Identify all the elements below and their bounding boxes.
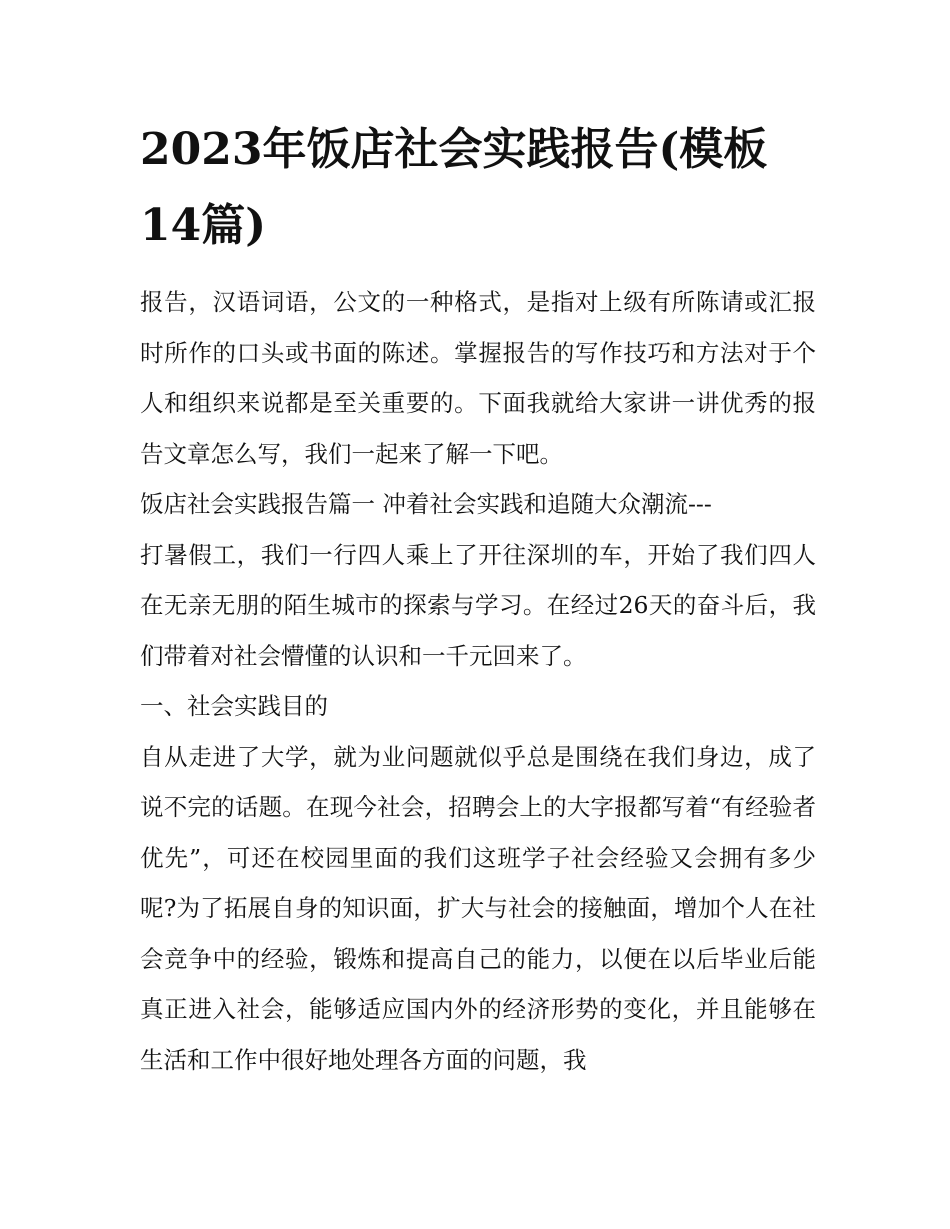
summer-job-paragraph: 打暑假工，我们一行四人乘上了开往深圳的车，开始了我们四人在无亲无朋的陌生城市的探索与学习。在经过26天的奋斗后，我们带着对社会懵懂的认识和一千元回来了。 — [140, 540, 816, 670]
document-title: 2023年饭店社会实践报告(模板14篇) — [140, 124, 768, 251]
section-heading-article-one: 饭店社会实践报告篇一 冲着社会实践和追随大众潮流--- — [140, 490, 712, 518]
intro-paragraph: 报告，汉语词语，公文的一种格式，是指对上级有所陈请或汇报时所作的口头或书面的陈述。掌握报告的写作技巧和方法对于个人和组织来说都是至关重要的。下面我就给大家讲一讲优秀的报告文章怎么写，我们一起来了解一下吧。 — [140, 288, 816, 468]
document-body — [140, 277, 816, 1085]
section-heading-purpose: 一、社会实践目的 — [140, 692, 328, 720]
purpose-paragraph: 自从走进了大学，就为业问题就似乎总是围绕在我们身边，成了说不完的话题。在现今社会，招聘会上的大字报都写着“有经验者优先”，可还在校园里面的我们这班学子社会经验又会拥有多少呢?为了拓展自身的知识面，扩大与社会的接触面，增加个人在社会竞争中的经验，锻炼和提高自己的能力，以便在以后毕业后能真正进入社会，能够适应国内外的经济形势的变化，并且能够在生活和工作中很好地处理各方面的问题，我 — [140, 742, 816, 1074]
